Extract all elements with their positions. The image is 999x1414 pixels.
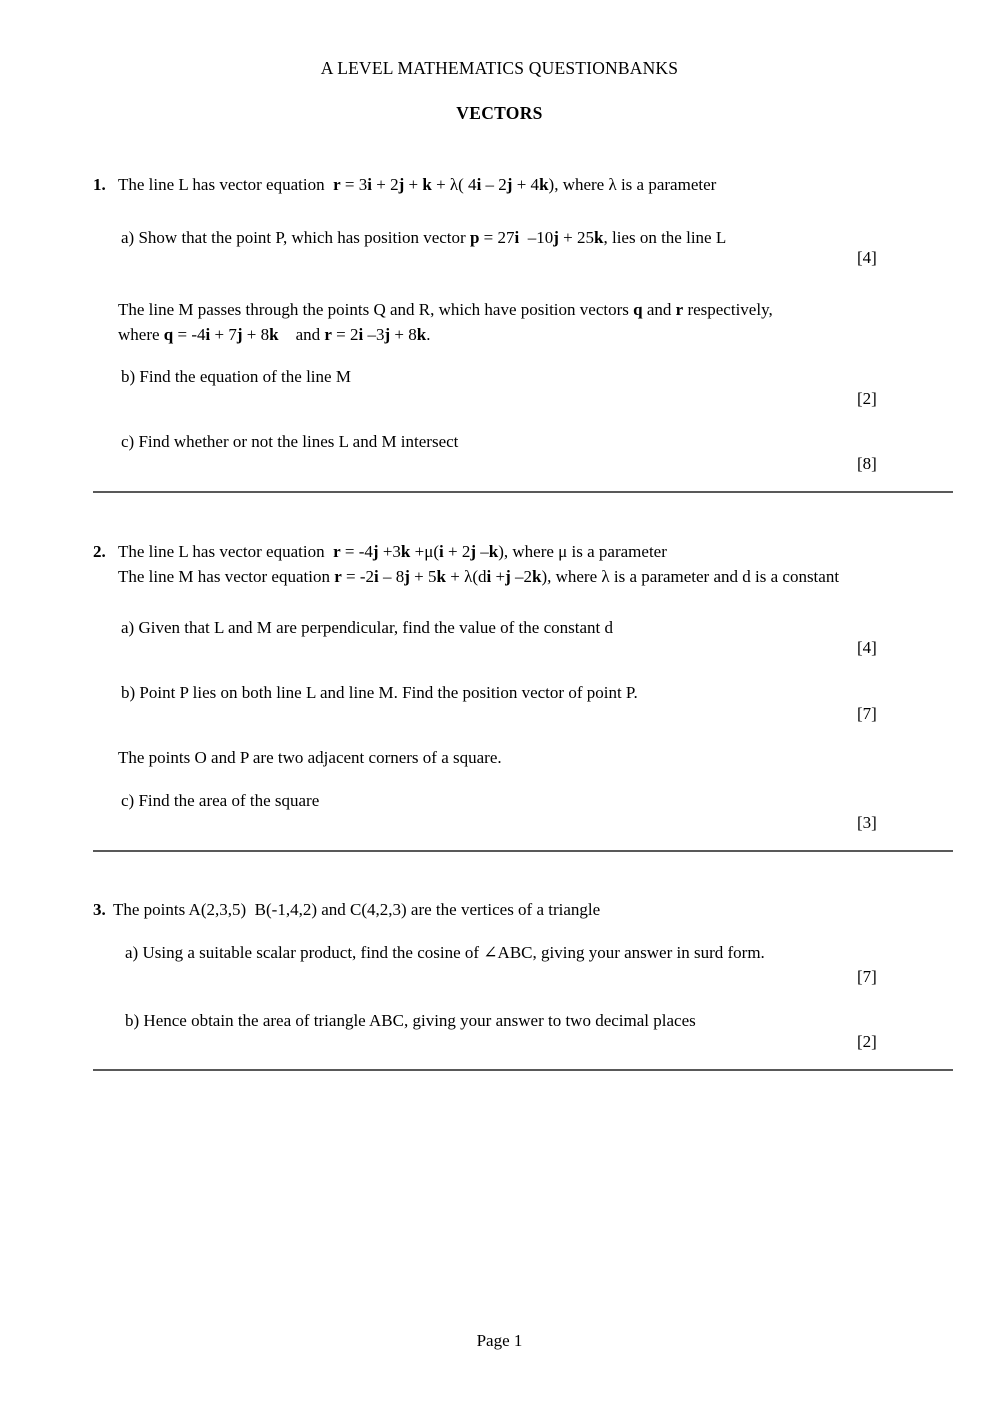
question-3-part-a-text: a) Using a suitable scalar product, find the cosine of ∠ABC, giving your answer in surd form. xyxy=(125,943,765,962)
question-1-number: 1. xyxy=(93,175,106,194)
question-1-part-a xyxy=(93,225,955,250)
question-2-stem-line-1 xyxy=(93,539,955,564)
question-1-part-c-text: c) Find whether or not the lines L and M intersect xyxy=(121,432,459,451)
question-2 xyxy=(93,539,955,589)
question-1-stem xyxy=(93,172,955,197)
question-3-stem-text: The points A(2,3,5) B(-1,4,2) and C(4,2,3) are the vertices of a triangle xyxy=(113,900,601,919)
question-3-part-b-text: b) Hence obtain the area of triangle ABC, giving your answer to two decimal places xyxy=(125,1011,696,1030)
question-1-part-a-text: a) Show that the point P, which has position vector p = 27i –10j + 25k, lies on the line L xyxy=(121,228,727,247)
question-2-part-a-text: a) Given that L and M are perpendicular, find the value of the constant d xyxy=(121,618,613,637)
question-2-part-a-marks: [4] xyxy=(857,638,877,657)
question-2-stem-text-1: The line L has vector equation r = -4j +3k +μ(i + 2j –k), where μ is a parameter xyxy=(118,542,667,561)
question-3-part-b xyxy=(93,1008,955,1033)
question-1-part-a-marks: [4] xyxy=(857,248,877,267)
question-2-square-note-text: The points O and P are two adjacent corners of a square. xyxy=(118,748,502,767)
question-1-part-b-text: b) Find the equation of the line M xyxy=(121,367,351,386)
page-footer: Page 1 xyxy=(476,1331,523,1350)
section-divider-2 xyxy=(93,850,953,852)
question-3-part-a-marks: [7] xyxy=(857,967,877,986)
question-2-part-b-text: b) Point P lies on both line L and line M. Find the position vector of point P. xyxy=(121,683,638,702)
question-1-part-b-marks: [2] xyxy=(857,389,877,408)
question-2-part-c-text: c) Find the area of the square xyxy=(121,791,320,810)
question-2-stem-text-2: The line M has vector equation r = -2i – 8j + 5k + λ(di +j –2k), where λ is a parameter and d is a constant xyxy=(118,567,840,586)
section-divider-1 xyxy=(93,491,953,493)
question-1-line-m-text-1: The line M passes through the points Q and R, which have position vectors q and r respectively, xyxy=(118,300,773,319)
question-3-part-b-marks: [2] xyxy=(857,1032,877,1051)
question-1-line-m xyxy=(93,297,955,347)
question-1-part-c xyxy=(93,429,955,454)
question-1-line-m-text-2: where q = -4i + 7j + 8k and r = 2i –3j + 8k. xyxy=(118,325,431,344)
question-2-square-note xyxy=(93,745,955,770)
question-3-stem xyxy=(93,897,955,922)
section-divider-3 xyxy=(93,1069,953,1071)
question-1-stem-text: The line L has vector equation r = 3i + 2j + k + λ( 4i – 2j + 4k), where λ is a parameter xyxy=(118,175,717,194)
question-2-number: 2. xyxy=(93,542,106,561)
question-2-part-b-marks: [7] xyxy=(857,704,877,723)
page-title: A LEVEL MATHEMATICS QUESTIONBANKS xyxy=(320,58,679,78)
question-1-part-c-marks: [8] xyxy=(857,454,877,473)
document-subtitle: VECTORS xyxy=(456,103,543,123)
question-2-stem-line-2 xyxy=(93,564,955,589)
question-3-number: 3. xyxy=(93,900,106,919)
question-2-part-c xyxy=(93,788,955,813)
document-header xyxy=(0,58,999,79)
question-1 xyxy=(93,172,955,197)
question-3-part-a xyxy=(93,940,955,965)
question-3 xyxy=(93,897,955,922)
question-2-part-b xyxy=(93,680,955,705)
question-1-part-b xyxy=(93,364,955,389)
question-2-part-a xyxy=(93,615,955,640)
question-2-part-c-marks: [3] xyxy=(857,813,877,832)
